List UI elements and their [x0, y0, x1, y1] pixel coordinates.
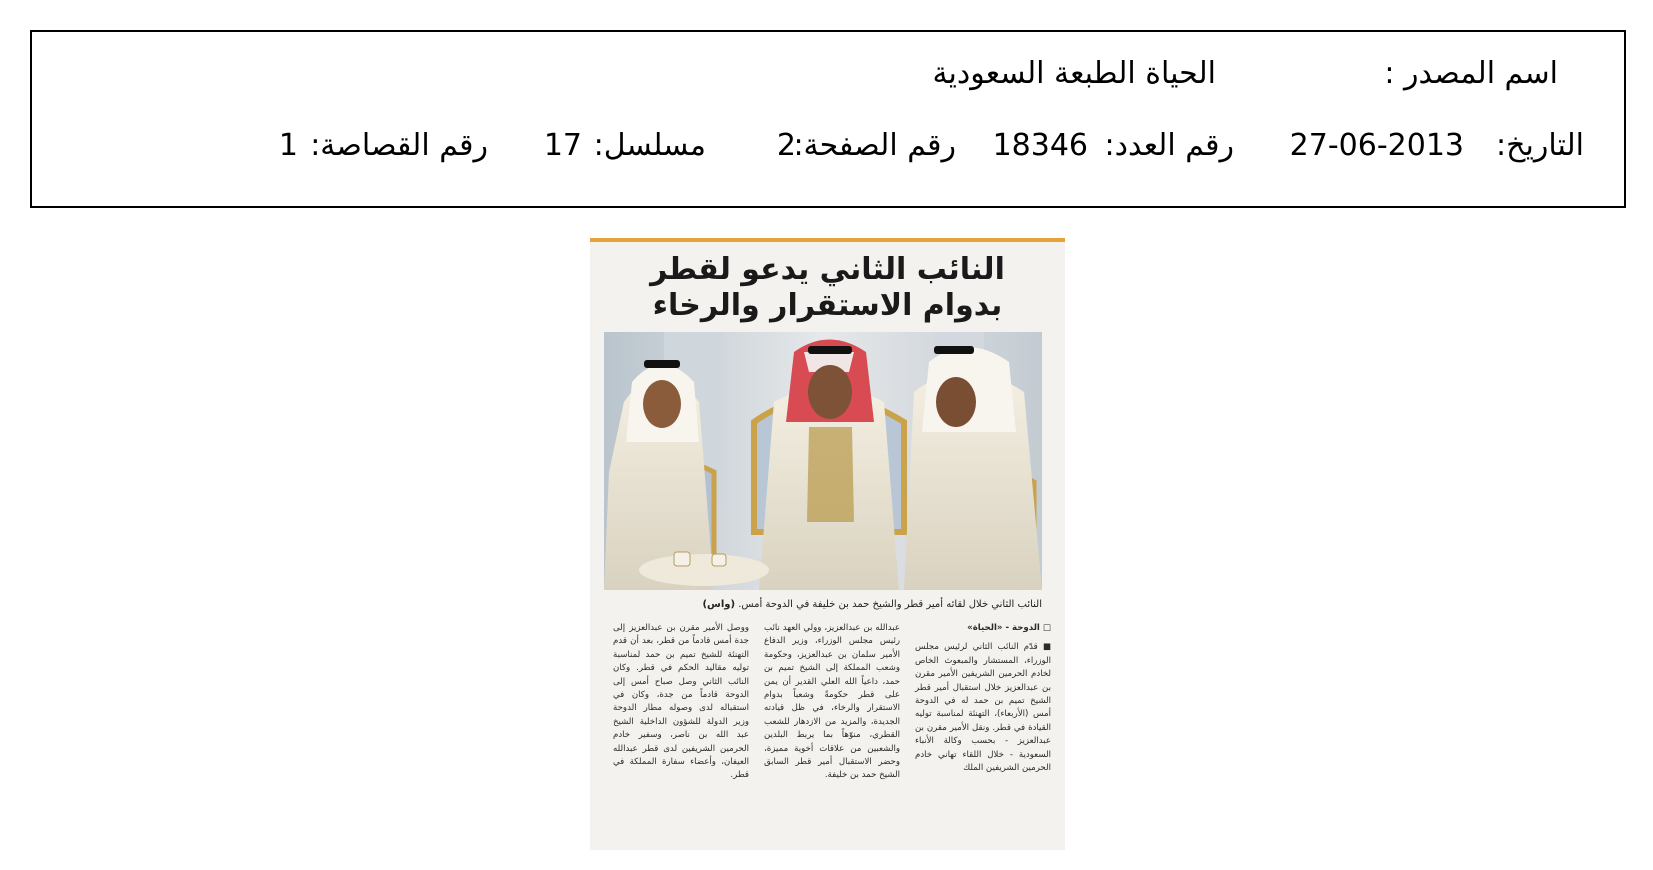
- newspaper-clipping: [590, 238, 1065, 850]
- dateline: □ الدوحة - «الحياة»: [967, 623, 1051, 633]
- headline-line-1: النائب الثاني يدعو لقطر: [650, 252, 1005, 287]
- serial-label: مسلسل:: [593, 128, 706, 163]
- clipping-label: رقم القصاصة:: [310, 128, 488, 163]
- caption-text: النائب الثاني خلال لقائه أمير قطر والشيخ حمد بن خليفة في الدوحة أمس.: [738, 599, 1042, 610]
- issue-label: رقم العدد:: [1104, 128, 1234, 163]
- caption-credit: (واس): [702, 599, 736, 610]
- clipping-top-rule: [590, 238, 1065, 242]
- source-value: الحياة الطبعة السعودية: [932, 56, 1216, 91]
- serial-value: 17: [543, 128, 582, 163]
- photo-illustration: [604, 332, 1042, 590]
- clipping-value: 1: [278, 128, 298, 163]
- page-value: 2: [776, 128, 796, 163]
- photo-caption: [604, 598, 1042, 612]
- issue-value: 18346: [992, 128, 1088, 163]
- source-label: اسم المصدر :: [1384, 56, 1558, 91]
- column-1-text: ■ قدّم النائب الثاني لرئيس مجلس الوزراء، المستشار والمبعوث الخاص لخادم الحرمين الشريفين الأمير مقرن بن عبدالعزيز خلال استقبال أمير قطر الشيخ تميم بن حمد له في الدوحة أمس (الأربعاء)، التهنئة لمناسبة توليه القيادة في قطر. ونقل الأمير مقرن بن عبدالعزيز - بحسب وكالة الأنباء السعودية - خلال اللقاء تهاني خادم الحرمين الشريفين الملك: [915, 642, 1051, 774]
- headline-line-2: بدوام الاستقرار والرخاء: [652, 288, 1003, 323]
- article-column-3: [613, 622, 749, 783]
- article-column-1: [915, 622, 1051, 775]
- page-label: رقم الصفحة:: [793, 128, 956, 163]
- date-value: 27-06-2013: [1289, 128, 1464, 163]
- column-3-text: ووصل الأمير مقرن بن عبدالعزيز إلى جدة أمس قادماً من قطر، بعد أن قدم التهنئة للشيخ تميم بن حمد لمناسبة توليه مقاليد الحكم في قطر. وكان النائب الثاني وصل صباح أمس إلى الدوحة قادماً من جدة، وكان في استقباله لدى وصوله مطار الدوحة وزير الدولة للشؤون الداخلية الشيخ عبد الله بن ناصر، وسفير خادم الحرمين الشريفين لدى قطر عبدالله العيفان، وأعضاء سفارة المملكة في قطر.: [613, 623, 749, 781]
- article-column-2: [764, 622, 900, 783]
- article-photo: [604, 332, 1042, 590]
- date-label: التاريخ:: [1496, 128, 1584, 163]
- source-info-box: [30, 30, 1626, 208]
- column-2-text: عبدالله بن عبدالعزيز، وولي العهد نائب رئيس مجلس الوزراء، وزير الدفاع الأمير سلمان بن عبدالعزيز، وحكومة وشعب المملكة إلى الشيخ تميم بن حمد، داعياً الله العلي القدير أن يمن على قطر حكومةً وشعباً بدوام الاستقرار والرخاء، في ظل قيادته الجديدة، والمزيد من الازدهار للشعب القطري، منوّهاً بما يربط البلدين والشعبين من علاقات أخوية مميزة، وحضر الاستقبال أمير قطر السابق الشيخ حمد بن خليفة.: [764, 623, 900, 781]
